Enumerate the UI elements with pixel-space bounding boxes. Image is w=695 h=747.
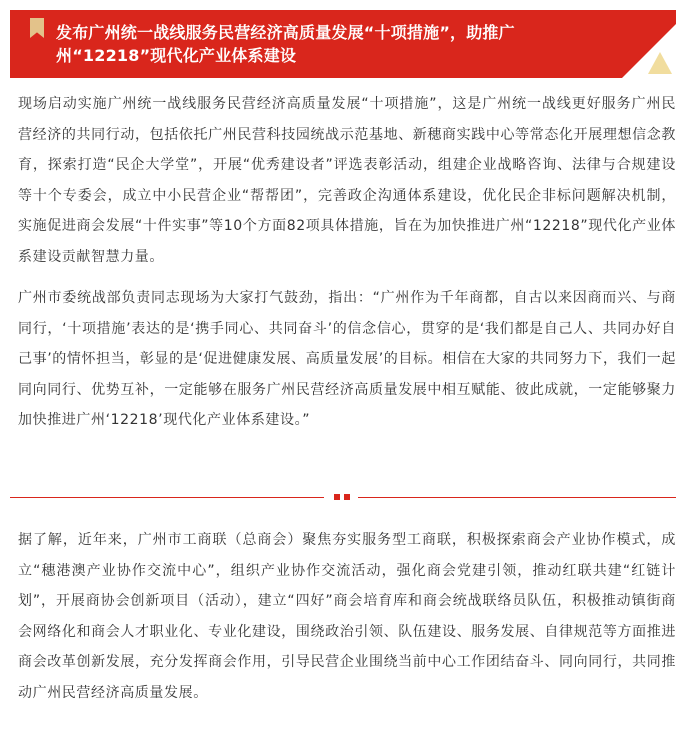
- triangle-decoration-icon: [648, 52, 672, 74]
- paragraph-background: 据了解，近年来，广州市工商联（总商会）聚焦夯实服务型工商联，积极探索商会产业协作模式，成立“穗港澳产业协作交流中心”，组织产业协作交流活动，强化商会党建引领，推动红联共建“红链计划”，开展商协会创新项目（活动），建立“四好”商会培育库和商会统战联络员队伍，积极推动镇街商会网络化和商会人才职业化、专业化建设，围绕政治引领、队伍建设、服务发展、自律规范等方面推进商会改革创新发展，充分发挥商会作用，引导民营企业围绕当前中心工作团结奋斗、同向同行，共同推动广州民营经济高质量发展。: [18, 532, 676, 701]
- bookmark-icon: [30, 18, 44, 38]
- divider-square-icon: [334, 494, 340, 500]
- section-title: 发布广州统一战线服务民营经济高质量发展“十项措施”，助推广州“12218”现代化产业体系建设: [56, 23, 515, 65]
- section-divider-left: [10, 497, 324, 498]
- paragraph-measures: 现场启动实施广州统一战线服务民营经济高质量发展“十项措施”，这是广州统一战线更好服务广州民营经济的共同行动，包括依托广州民营科技园统战示范基地、新穗商实践中心等常态化开展理想信念教育，探索打造“民企大学堂”，开展“优秀建设者”评选表彰活动，组建企业战略咨询、法律与合规建设等十个专委会，成立中小民营企业“帮帮团”，完善政企沟通体系建设，优化民企非标问题解决机制，实施促进商会发展“十件实事”等10个方面82项具体措施，旨在为加快推进广州“12218”现代化产业体系建设贡献智慧力量。: [18, 96, 676, 265]
- paragraph-speech: 广州市委统战部负责同志现场为大家打气鼓劲，指出：“广州作为千年商都，自古以来因商而兴、与商同行，‘十项措施’表达的是‘携手同心、共同奋斗’的信念信心，贯穿的是‘我们都是自己人、共同办好自己事’的情怀担当，彰显的是‘促进健康发展、高质量发展’的目标。相信在大家的共同努力下，我们一起同向同行、优势互补，一定能够在服务广州民营经济高质量发展中相互赋能、彼此成就，一定能够聚力加快推进广州‘12218’现代化产业体系建设。”: [18, 290, 676, 428]
- title-banner: [10, 10, 676, 78]
- section-divider-right: [358, 497, 676, 498]
- divider-square-icon: [344, 494, 350, 500]
